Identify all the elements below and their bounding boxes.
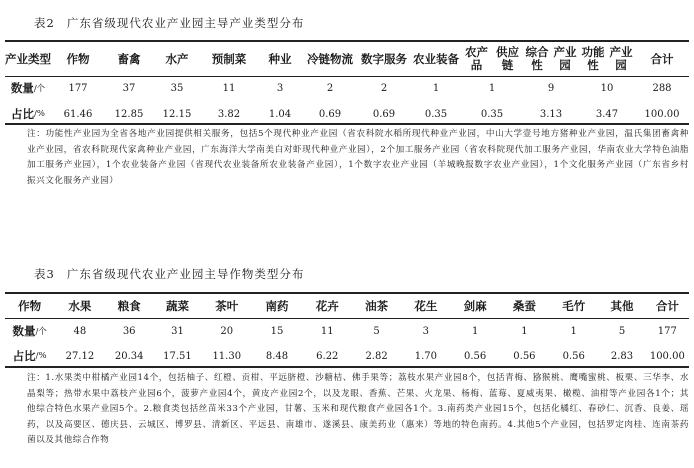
table2-header-cell: 预制菜: [211, 51, 247, 66]
table-cell: 288: [652, 82, 672, 94]
table3-header: [5, 294, 689, 318]
table3-header-cell: 粮食: [117, 298, 141, 313]
table-cell: 12.85: [114, 108, 144, 120]
row-label: 数量 /个: [10, 81, 46, 95]
table-cell: 1: [521, 325, 528, 337]
table3-header-cell: 桑蚕: [512, 298, 536, 313]
table-cell: 5: [618, 325, 626, 337]
table-cell: 20.34: [114, 350, 144, 362]
table3-note-text: 注：1.水果类中柑橘产业园14个，包括柚子、红橙、贡柑、平远脐橙、沙糖桔、佛手果等；荔枝水果产业园8个，包括青梅、猕猴桃、鹰嘴蜜桃、板栗、三华李、水晶梨等；热带水果中荔枝产业园6个，菠萝产业园4个，黄皮产业园2个，以及龙眼、香蕉、芒果、火龙果、杨梅、蓝莓、夏威夷果、橄榄、油柑等产业园各1个；其他综合特色水果产业园5个。2.粮食类包括丝苗米33个产业园，甘薯、玉米和现代粮食产业园各1个。3.南药类产业园15个，包括化橘红、春砂仁、沉香、良姜、瑶药，以及高要区、德庆县、云城区、博罗县、清新区、平远县、南雄市、遂溪县、康美药业（惠来）等地的特色南药。4.其他5个产业园，包括罗定肉桂、连南茶药菌以及其他综合作物: [27, 373, 689, 445]
table-cell: 48: [73, 325, 87, 337]
table-cell: 11: [320, 325, 334, 337]
table2-header-cell: 合计: [650, 51, 674, 66]
table2-header-cell: 产业 类型: [5, 51, 51, 66]
table3-header-cell: 蔬菜: [165, 298, 189, 313]
table-cell: 1: [432, 82, 440, 94]
table-cell: 3.47: [595, 108, 619, 120]
table3-header-cell: 其他: [610, 298, 634, 313]
table3-header-cell: 花生: [414, 298, 438, 313]
table-cell: 0.56: [562, 350, 585, 362]
table-cell: 20: [220, 325, 234, 337]
table-cell: 1: [488, 82, 496, 94]
table-cell: 0.56: [513, 350, 536, 362]
row-label: 占比 /%: [11, 107, 45, 121]
table2-header-cell: 数字 服务: [361, 51, 407, 66]
table3-bottom-rule: [5, 366, 689, 368]
table2-header-rule: [5, 76, 689, 77]
table-cell: 5: [373, 325, 380, 337]
table2-header-cell: 农产品 供应链: [465, 45, 519, 72]
table-cell: 31: [171, 325, 184, 337]
table-cell: 177: [68, 82, 88, 94]
table-cell: 12.15: [162, 108, 192, 120]
table-cell: 0.35: [424, 108, 448, 120]
table-cell: 9: [547, 82, 555, 94]
table-cell: 0.56: [464, 350, 487, 362]
table-cell: 2.82: [365, 350, 388, 362]
table-row: [5, 321, 689, 341]
table-row: [5, 346, 689, 366]
table-cell: 3: [422, 325, 430, 337]
row-label: 占比 /%: [12, 349, 47, 363]
table-cell: 3.13: [539, 108, 563, 120]
table2-caption: [34, 15, 304, 31]
table2-number: 表2: [34, 16, 55, 30]
table3-number: 表3: [34, 267, 55, 281]
table-cell: 0.35: [480, 108, 504, 120]
table-cell: 1.04: [268, 108, 292, 120]
table2-header-cell: 作物: [66, 51, 90, 66]
table2-header: [5, 42, 689, 76]
table3-header-cell: 剑麻: [463, 298, 487, 313]
table3-header-rule: [5, 318, 689, 319]
table-cell: 100.00: [644, 108, 680, 120]
table3-header-cell: 毛竹: [562, 298, 586, 313]
table-cell: 36: [122, 325, 136, 337]
table-row: [5, 78, 689, 98]
table3-header-cell: 油茶: [365, 298, 389, 313]
table3-header-cell: 花卉: [315, 298, 339, 313]
table3-header-cell: 合计: [655, 298, 679, 313]
table-cell: 37: [122, 82, 136, 94]
table2-note-text: 注：功能性产业园为全省各地产业园提供相关服务，包括5个现代种业产业园（省农科院水稻所现代种业产业园，中山大学壹号地方猪种业产业园，温氏集团畜禽种业产业园，省农科院现代家禽种业产业园，广东海洋大学南美白对虾现代种业产业园），2个加工服务产业园（省农科院现代加工服务产业园，华南农业大学特色油脂加工服务产业园），1个农业装备产业园（省现代农业装备所农业装备产业园），1个数字农业产业园（羊城晚报数字农业产业园），1个文化服务产业园（广东省乡村振兴文化服务产业园）: [27, 129, 689, 186]
table-cell: 61.46: [63, 108, 93, 120]
table3-note: [5, 371, 689, 449]
table-cell: 3.82: [217, 108, 241, 120]
table2-header-cell: 种业: [268, 51, 292, 66]
table-cell: 100.00: [649, 350, 685, 362]
table2-header-cell: 水产: [165, 51, 189, 66]
table2-header-cell: 综合性 产业园: [525, 45, 577, 72]
table-cell: 27.12: [65, 350, 95, 362]
table-cell: 17.51: [163, 350, 192, 362]
table-cell: 6.22: [316, 350, 339, 362]
table-cell: 1: [570, 325, 577, 337]
table-cell: 11: [222, 82, 236, 94]
table2-note: [5, 127, 689, 189]
table2-header-cell: 畜禽: [117, 51, 141, 66]
table-cell: 2: [380, 82, 388, 94]
table-cell: 10: [600, 82, 614, 94]
table-cell: 11.30: [212, 350, 242, 362]
table-cell: 2: [326, 82, 334, 94]
table-cell: 177: [657, 325, 677, 337]
table3-caption: [34, 266, 304, 282]
table3-header-cell: 茶叶: [215, 298, 239, 313]
table-cell: 0.69: [318, 108, 342, 120]
table2-header-cell: 农业 装备: [413, 51, 459, 66]
table-cell: 15: [270, 325, 284, 337]
table-cell: 35: [170, 82, 184, 94]
table2-header-cell: 冷链 物流: [307, 51, 353, 66]
table3-header-cell: 南药: [265, 298, 289, 313]
table2-bottom-rule: [5, 123, 689, 125]
table3-title: 广东省级现代农业产业园主导作物类型分布: [66, 267, 305, 281]
row-label: 数量 /个: [12, 324, 47, 338]
table-cell: 1: [471, 325, 479, 337]
table-row: [5, 104, 689, 124]
table3-header-cell: 水果: [68, 298, 92, 313]
table-cell: 1.70: [414, 350, 437, 362]
table2-title: 广东省级现代农业产业园主导产业类型分布: [66, 16, 305, 30]
table2-header-cell: 功能性 产业园: [581, 45, 633, 72]
table-cell: 3: [276, 82, 284, 94]
table-cell: 0.69: [372, 108, 396, 120]
table-cell: 2.83: [610, 350, 634, 362]
table-cell: 8.48: [265, 350, 289, 362]
table3-header-cell: 作物: [18, 298, 42, 313]
